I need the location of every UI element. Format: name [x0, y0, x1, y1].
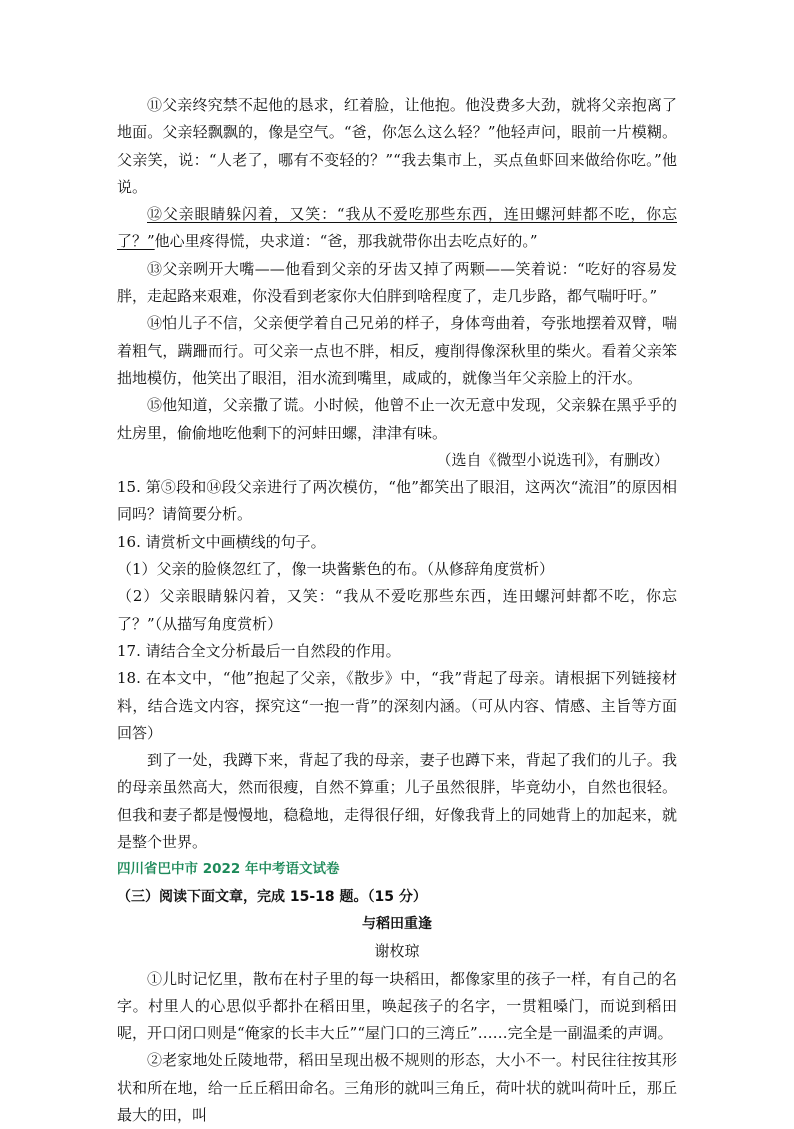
exam-title: 四川省巴中市 2022 年中考语文试卷	[117, 861, 340, 878]
paragraph-12-rest: 他心里疼得慌，央求道：“爸，那我就带你出去吃点好的。”	[154, 232, 538, 251]
question-16-2: （2）父亲眼睛躲闪着，又笑：“我从不爱吃那些东西，连田螺河蚌都不吃，你忘了？”（从描写角度赏析）	[117, 587, 677, 633]
source-note: （选自《微型小说选刊》，有删改）	[436, 450, 669, 469]
question-18: 18. 在本文中，“他”抱起了父亲，《散步》中，“我”背起了母亲。请根据下列链接材料，结合选文内容，探究这“一抱一背”的深刻内涵。（可从内容、情感、主旨等方面回答）	[117, 669, 677, 742]
paragraph-15: ⑮他知道，父亲撒了谎。小时候，他曾不止一次无意中发现，父亲躲在黑乎乎的灶房里，偷偷地吃他剩下的河蚌田螺，津津有味。	[117, 396, 677, 442]
article-paragraph-1: ①儿时记忆里，散布在村子里的每一块稻田，都像家里的孩子一样，有自己的名字。村里人的心思似乎都扑在稻田里，唤起孩子的名字，一贯粗嗓门，而说到稻田呢，开口闭口则是“俺家的长丰大丘”“屋门口的三湾丘”……完全是一副温柔的声调。	[117, 969, 677, 1043]
link-material: 到了一处，我蹲下来，背起了我的母亲，妻子也蹲下来，背起了我们的儿子。我的母亲虽然高大，然而很瘦，自然不算重；儿子虽然很胖，毕竟幼小，自然也很轻。但我和妻子都是慢慢地，稳稳地，走得很仔细，好像我背上的同她背上的加起来，就是整个世界。	[117, 751, 677, 852]
paragraph-12	[117, 201, 677, 256]
question-16: 16. 请赏析文中画横线的句子。	[117, 532, 326, 551]
underlined-sentence: ⑫父亲眼睛躲闪着，又笑：“我从不爱吃那些东西，连田螺河蚌都不吃，你忘了？”	[117, 205, 677, 251]
question-15: 15. 第⑤段和⑭段父亲进行了两次模仿，“他”都笑出了眼泪，这两次“流泪”的原因相同吗？请简要分析。	[117, 478, 677, 524]
article-paragraph-2: ②老家地处丘陵地带，稻田呈现出极不规则的形态，大小不一。村民往往按其形状和所在地，给一丘丘稻田命名。三角形的就叫三角丘，荷叶状的就叫荷叶丘，那丘最大的田，叫	[117, 1051, 677, 1124]
document-page	[117, 92, 677, 1129]
paragraph-13: ⑬父亲咧开大嘴——他看到父亲的牙齿又掉了两颗——笑着说：“吃好的容易发胖，走起路来艰难，你没看到老家你大伯胖到啥程度了，走几步路，都气喘吁吁。”	[117, 259, 677, 306]
paragraph-14: ⑭怕儿子不信，父亲便学着自己兄弟的样子，身体弯曲着，夸张地摆着双臂，喘着粗气，蹒跚而行。可父亲一点也不胖，相反，瘦削得像深秋里的柴火。看着父亲笨拙地模仿，他笑出了眼泪，泪水流到嘴里，咸咸的，就像当年父亲脸上的汗水。	[117, 314, 677, 387]
article-title: 与稻田重逢	[362, 915, 432, 932]
question-17: 17. 请结合全文分析最后一自然段的作用。	[117, 641, 401, 660]
paragraph-11: ⑪父亲终究禁不起他的恳求，红着脸，让他抱。他没费多大劲，就将父亲抱离了地面。父亲轻飘飘的，像是空气。“爸，你怎么这么轻？”他轻声问，眼前一片模糊。父亲笑，说：“人老了，哪有不变轻的？”“我去集市上，买点鱼虾回来做给你吃。”他说。	[117, 96, 677, 196]
question-16-1: （1）父亲的脸倏忽红了，像一块酱紫色的布。（从修辞角度赏析）	[117, 560, 555, 579]
article-author: 谢枚琼	[374, 942, 420, 961]
section-instruction: （三）阅读下面文章，完成 15-18 题。（15 分）	[117, 888, 427, 905]
